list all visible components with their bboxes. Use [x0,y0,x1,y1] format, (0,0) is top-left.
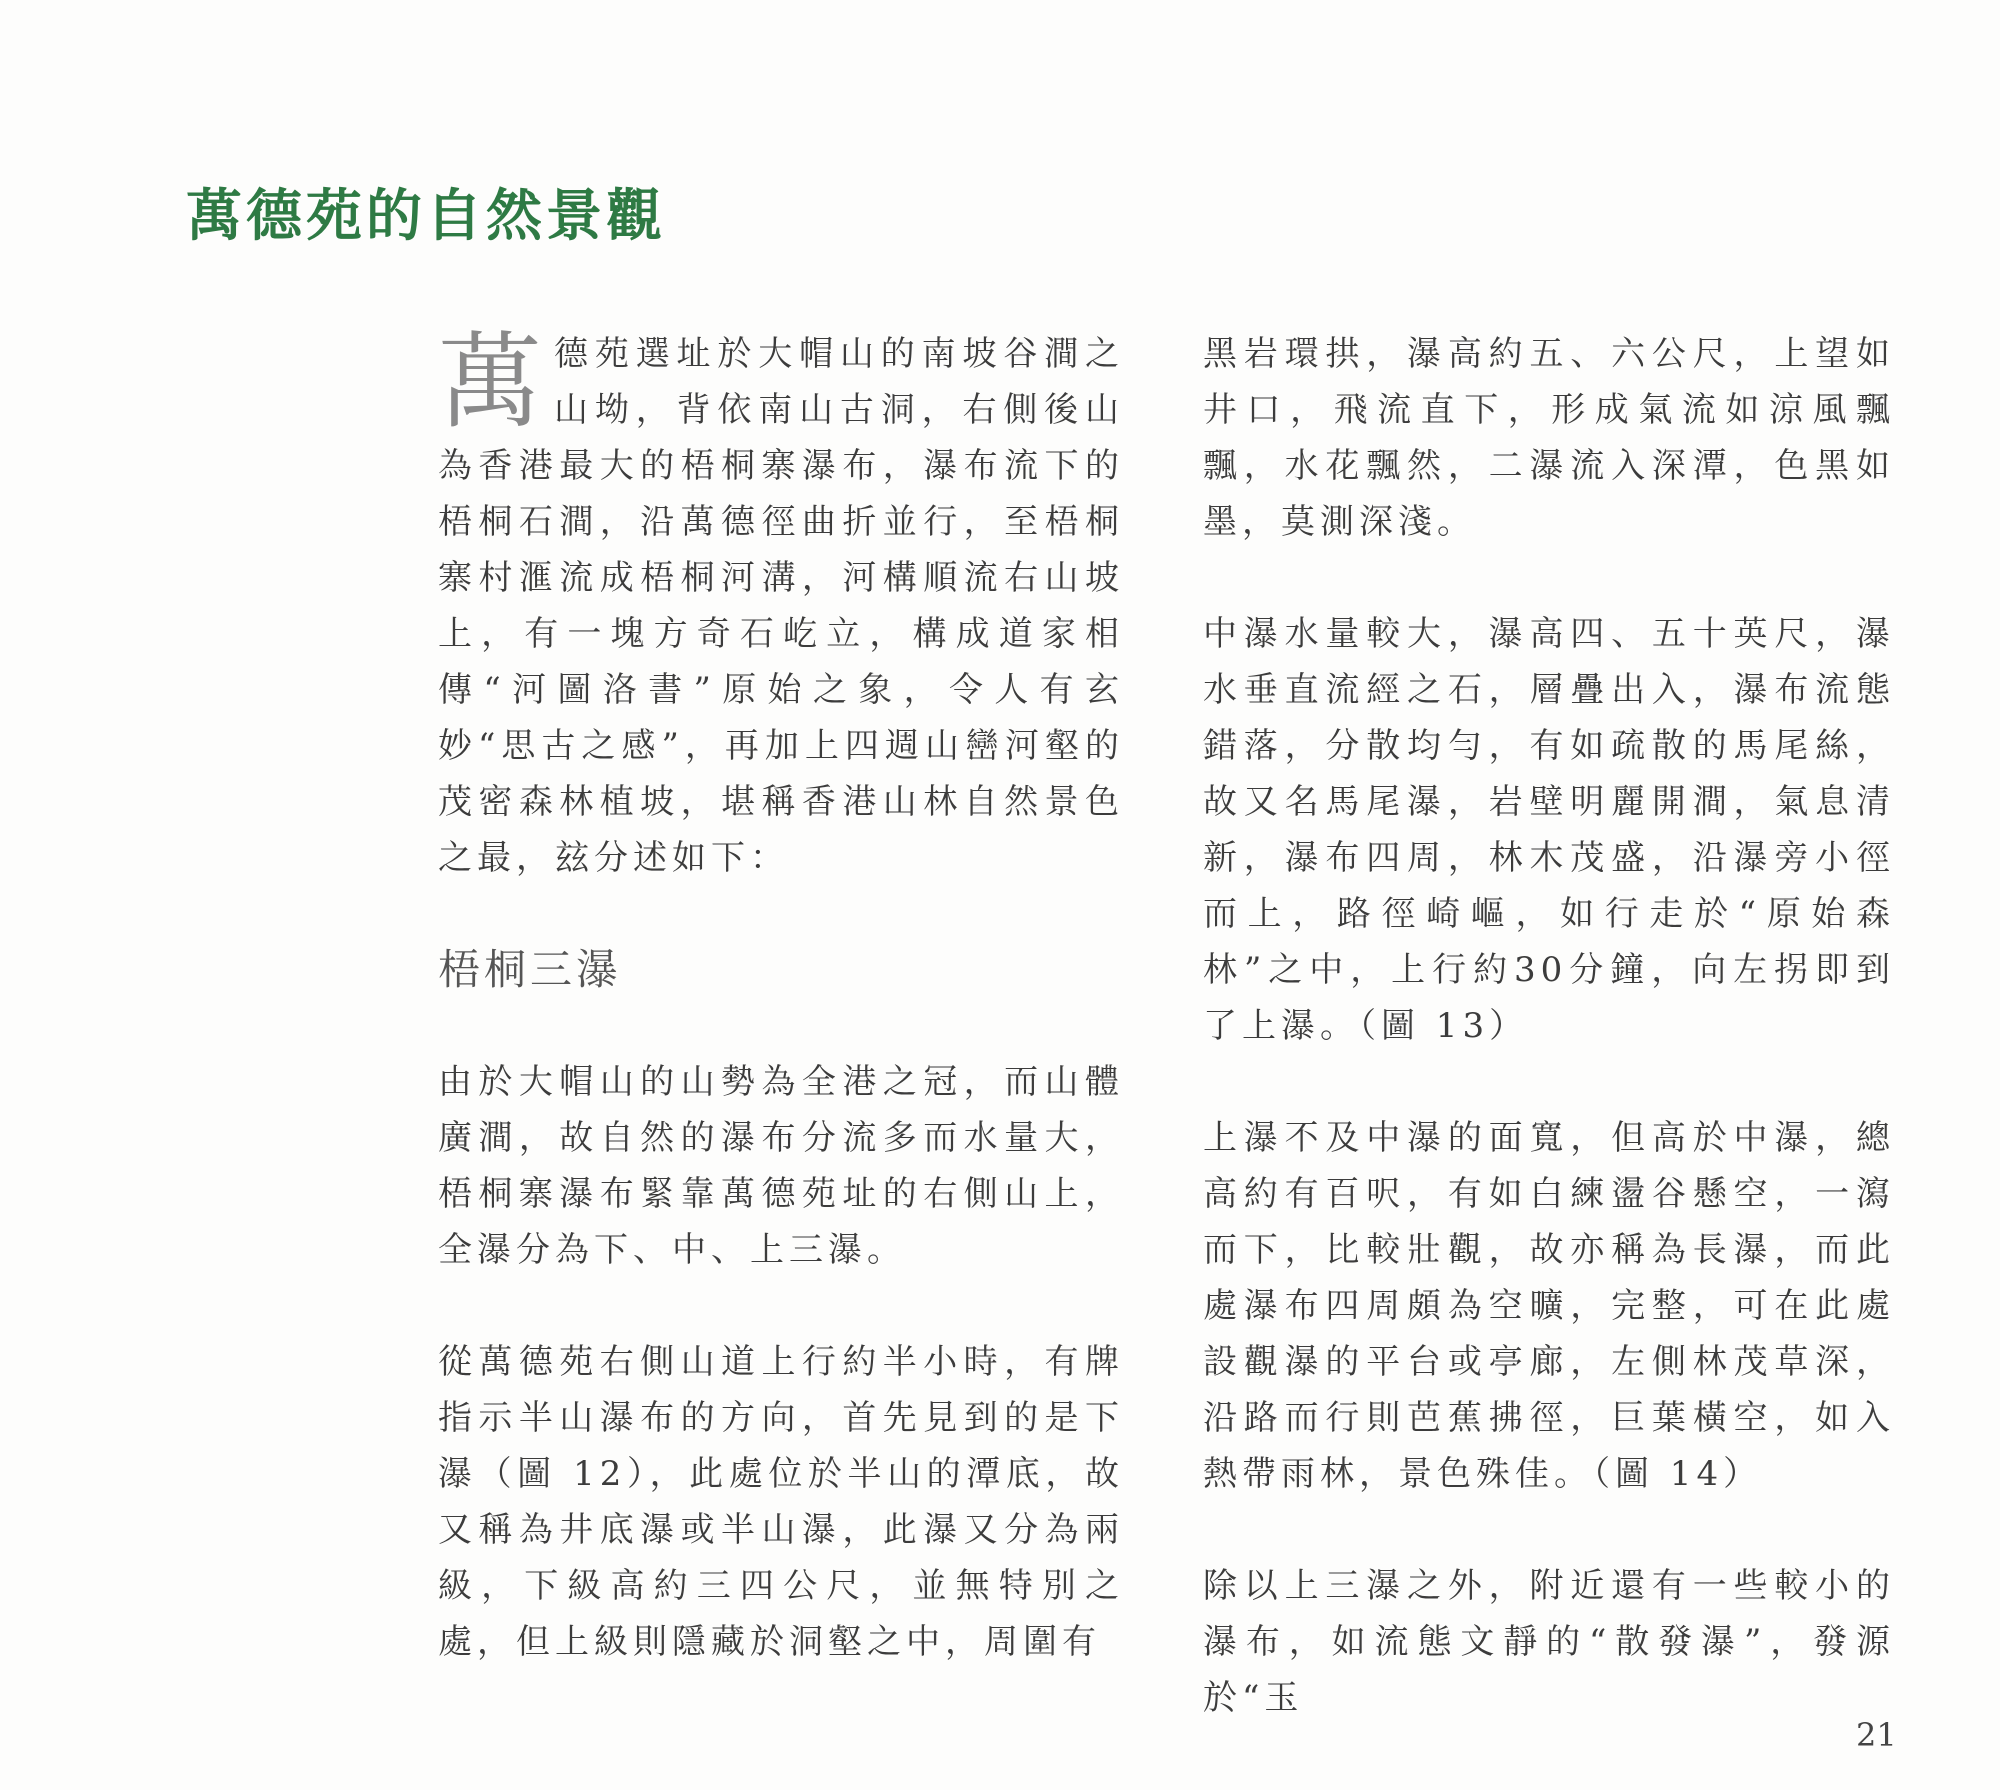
body-paragraph: 黑岩環拱，瀑高約五、六公尺，上望如井口，飛流直下，形成氣流如涼風飄飄，水花飄然，二瀑流入深潭，色黑如墨，莫測深淺。 [1203,334,1895,542]
body-paragraph: 中瀑水量較大，瀑高四、五十英尺，瀑水垂直流經之石，層疊出入，瀑布流態錯落，分散均勻，有如疏散的馬尾絲，故又名馬尾瀑，岩壁明麗開澗，氣息清新，瀑布四周，林木茂盛，沿瀑旁小徑而上，路徑崎嶇，如行走於“原始森林”之中，上行約30分鐘，向左拐即到了上瀑。（圖 13） [1203,614,1895,1046]
left-column [438,321,1124,1726]
body-paragraph: 上瀑不及中瀑的面寬，但高於中瀑，總高約有百呎，有如白練盪谷懸空，一瀉而下，比較壯觀，故亦稱為長瀑，而此處瀑布四周頗為空曠，完整，可在此處設觀瀑的平台或亭廊，左側林茂草深，沿路而行則芭蕉拂徑，巨葉橫空，如入熱帶雨林，景色殊佳。（圖 14） [1203,1118,1895,1494]
page-title: 萬德苑的自然景觀 [186,183,666,249]
right-column [1203,326,1895,1782]
intro-text: 德苑選址於大帽山的南坡谷澗之山坳，背依南山古洞，右側後山為香港最大的梧桐寨瀑布，瀑布流下的梧桐石澗，沿萬德徑曲折並行，至梧桐寨村滙流成梧桐河溝，河構順流右山坡上，有一塊方奇石屹立，構成道家相傳“河圖洛書”原始之象，令人有玄妙“思古之感”，再加上四週山巒河壑的茂密森林植坡，堪稱香港山林自然景色之最，玆分述如下： [438,334,1124,878]
body-paragraph: 由於大帽山的山勢為全港之冠，而山體廣澗，故自然的瀑布分流多而水量大，梧桐寨瀑布緊靠萬德苑址的右側山上，全瀑分為下、中、上三瀑。 [438,1062,1124,1270]
dropcap: 萬 [438,321,543,443]
section-heading: 梧桐三瀑 [438,945,623,994]
body-paragraph: 除以上三瀑之外，附近還有一些較小的瀑布，如流態文靜的“散發瀑”，發源於“玉 [1203,1566,1895,1718]
intro-paragraph [438,321,1124,886]
body-paragraph: 從萬德苑右側山道上行約半小時，有牌指示半山瀑布的方向，首先見到的是下瀑（圖 12），此處位於半山的潭底，故又稱為井底瀑或半山瀑，此瀑又分為兩級，下級高約三四公尺，並無特別之處，但上級則隱藏於洞壑之中，周圍有 [438,1342,1124,1662]
page-number: 21 [1856,1716,1897,1754]
